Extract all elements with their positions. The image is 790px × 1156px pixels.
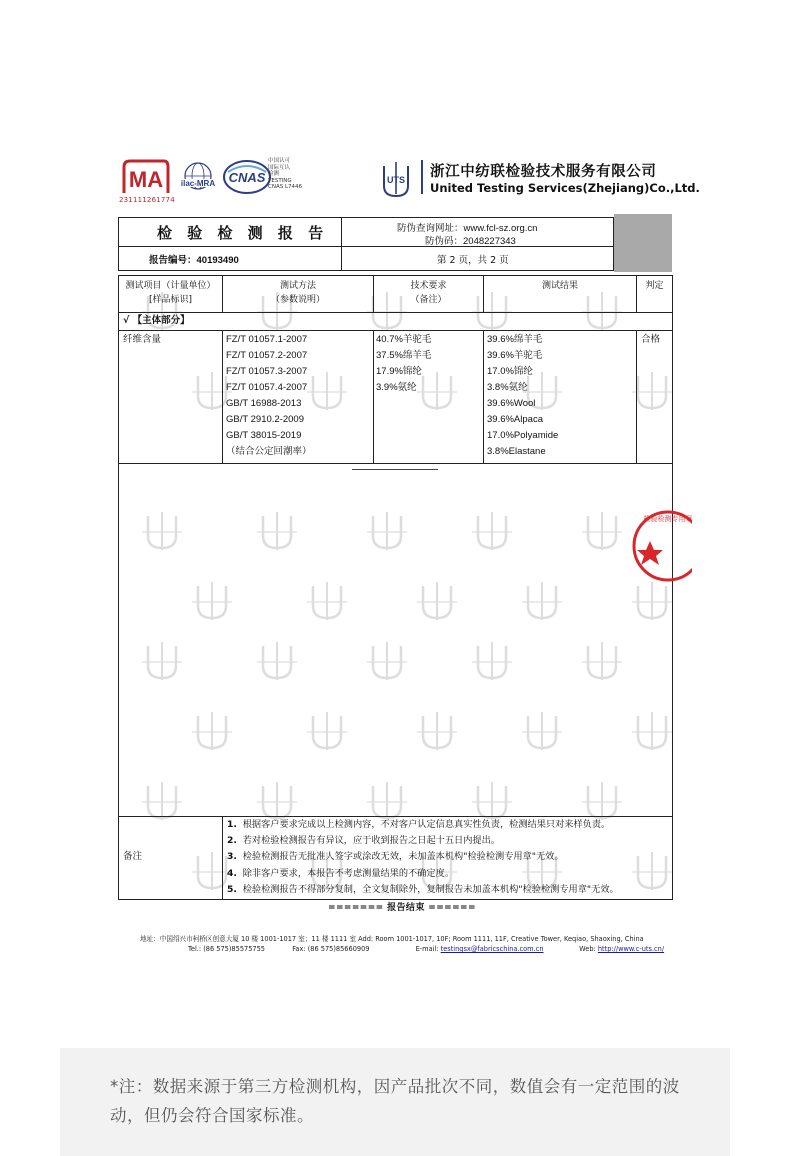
email-link[interactable]: testingsx@fabricschina.com.cn — [440, 945, 544, 953]
cnas-text: 中国认可 国际互认 检测 TESTING CNAS L7446 — [268, 158, 303, 191]
content-end-line — [352, 469, 438, 470]
verify-code: 防伪码：2048227343 — [425, 236, 516, 247]
test-results-table — [118, 275, 673, 900]
official-seal — [628, 505, 692, 587]
remarks-label: 备注 — [123, 851, 143, 862]
cma-logo — [120, 157, 172, 199]
verify-url: 防伪查询网址：www.fcl-sz.org.cn — [397, 223, 538, 234]
report-title: 检 验 检 测 报 告 — [157, 224, 329, 242]
seal-text: 检验检测专用章 — [643, 515, 692, 523]
cnas-logo — [222, 158, 272, 198]
header-divider — [421, 160, 423, 194]
company-name-cn: 浙江中纺联检验技术服务有限公司 — [430, 164, 657, 180]
disclaimer-note — [60, 1048, 730, 1156]
header-result: 测试结果 — [541, 281, 578, 291]
requirements-list: 40.7%羊驼毛 37.5%绵羊毛 17.9%锦纶 3.9%氨纶 — [376, 334, 432, 393]
redacted-block — [614, 214, 672, 272]
header-test-method: 测试方法 （参数说明） — [270, 281, 325, 305]
header-judgement: 判定 — [645, 281, 664, 291]
remark-item: 4. 除非客户要求，本报告不考虑测量结果的不确定度。 — [227, 867, 455, 879]
methods-list: FZ/T 01057.1-2007 FZ/T 01057.2-2007 FZ/T 01057.3-2007 FZ/T 01057.4-2007 GB/T 16988-2013 GB/T 2910.2-2009 GB/T 38015-2019 （结合公定回潮率） — [226, 334, 312, 457]
ilac-mra-logo — [178, 160, 218, 200]
report-end: ======= 报告结束 ====== — [328, 903, 476, 913]
row-item: 纤维含量 — [123, 334, 162, 345]
uts-logo — [380, 158, 412, 200]
header-test-item: 测试项目（计量单位） [样品标识] — [125, 281, 216, 305]
note-text: *注：数据来源于第三方检测机构，因产品批次不同，数值会有一定范围的波动，但仍会符合国家标准。 — [110, 1077, 680, 1125]
company-name-en: United Testing Services(Zhejiang)Co.,Ltd. — [430, 181, 700, 195]
header-requirement: 技术要求 （备注） — [410, 281, 447, 305]
remark-item: 1. 根据客户要求完成以上检测内容，不对客户认定信息真实性负责，检测结果只对来样负责。 — [227, 819, 611, 830]
footer-address: 地址：中国绍兴市柯桥区创意大厦 10 楼 1001-1017 室；11 楼 1111 室 Add: Room 1001-1017, 10F; Room 1111, 11F, Creative Tower, Keqiao, Shaoxing, China Tel.: (86 575)85575755 Fax: (86 575)85660909 E-mail: testingsx@fabricschina.com.cn Web: http://www.c-uts.cn/ — [140, 935, 665, 953]
report-number: 报告编号：40193490 — [149, 255, 239, 266]
cnas-label: CNAS — [228, 170, 266, 185]
remarks-list — [227, 817, 619, 898]
web-link[interactable]: http://www.c-uts.cn/ — [597, 945, 665, 953]
cma-number: 231111261774 — [119, 196, 175, 204]
section-label: √ 【主体部分】 — [123, 315, 190, 326]
remark-item: 3. 检验检测报告无批准人签字或涂改无效，未加盖本机构"检验检测专用章"无效。 — [227, 851, 564, 863]
report-header-box — [118, 217, 614, 271]
ilac-label: ilac-MRA — [180, 179, 216, 188]
results-list: 39.6%绵羊毛 39.6%羊驼毛 17.0%锦纶 3.8%氨纶 39.6%Wool 39.6%Alpaca 17.0%Polyamide 3.8%Elastane — [487, 334, 559, 457]
uts-logo-text: UTS — [387, 175, 405, 185]
remark-item: 5. 检验检测报告不得部分复制，全文复制除外，复制报告未加盖本机构"检验检测专用章"无效。 — [227, 883, 619, 895]
cma-label: MA — [128, 167, 164, 192]
judgement: 合格 — [641, 334, 661, 345]
remark-item: 2. 若对检验检测报告有异议，应于收到报告之日起十五日内提出。 — [227, 835, 500, 847]
page-info: 第 2 页，共 2 页 — [437, 255, 509, 266]
